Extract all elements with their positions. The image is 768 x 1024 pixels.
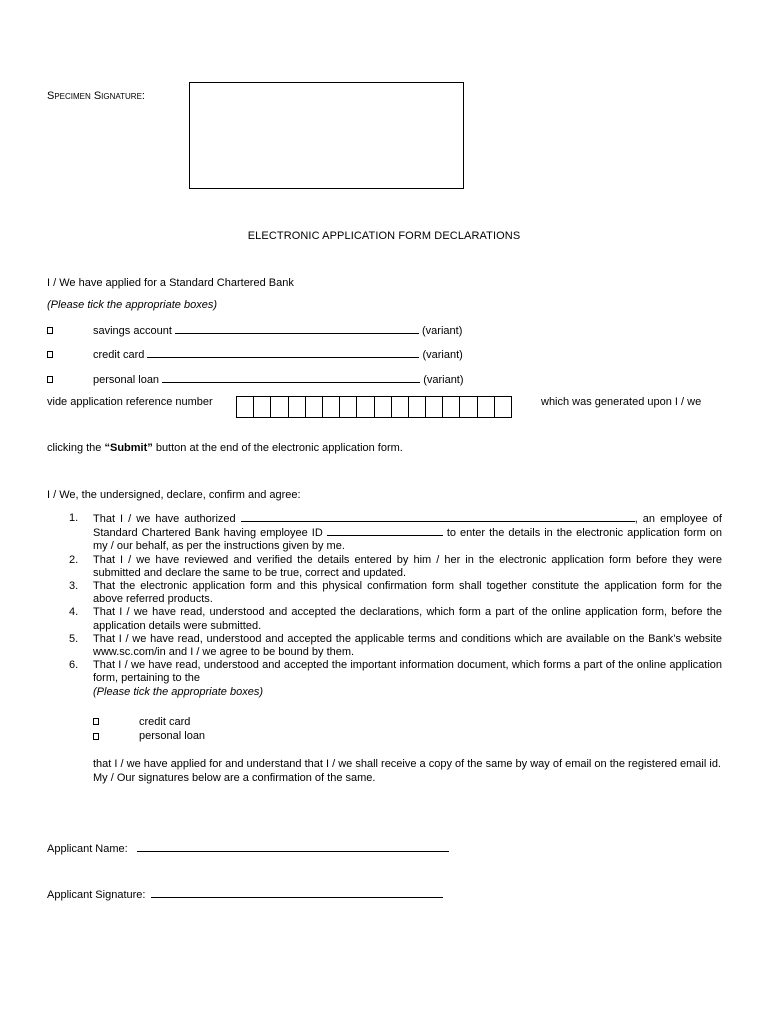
reference-digit-box[interactable]	[253, 396, 271, 418]
page-title: ELECTRONIC APPLICATION FORM DECLARATIONS	[247, 230, 521, 242]
sub-personal-loan-checkbox[interactable]	[93, 733, 99, 740]
reference-digit-box[interactable]	[459, 396, 477, 418]
credit-card-variant-line[interactable]	[147, 348, 419, 358]
credit-card-label: credit card	[93, 349, 145, 361]
specimen-signature-label: Specimen Signature:	[47, 90, 145, 102]
applicant-signature-line[interactable]	[151, 888, 443, 898]
applicant-name-line[interactable]	[137, 842, 449, 852]
applied-intro: I / We have applied for a Standard Chartered Bank	[47, 277, 294, 289]
declaration-number: 4.	[69, 606, 79, 619]
personal-loan-label: personal loan	[93, 374, 160, 386]
declaration-number: 5.	[69, 632, 79, 645]
submit-line	[47, 442, 403, 454]
reference-prefix: vide application reference number	[47, 396, 213, 408]
submit-keyword: “Submit”	[104, 442, 153, 454]
declaration-text: That I / we have read, understood and accepted the declarations, which form a part of the online application form, before the application details were submitted.	[93, 606, 722, 632]
personal-loan-row	[93, 373, 464, 386]
declare-intro: I / We, the undersigned, declare, confirm and agree:	[47, 489, 301, 501]
employee-id-line[interactable]	[327, 526, 443, 536]
reference-digit-box[interactable]	[288, 396, 306, 418]
applicant-signature-row	[47, 888, 443, 901]
authorized-employee-line[interactable]	[241, 512, 635, 522]
reference-digit-box[interactable]	[494, 396, 512, 418]
savings-account-variant-line[interactable]	[175, 324, 419, 334]
sub-credit-card-checkbox[interactable]	[93, 718, 99, 725]
sub-credit-card-label: credit card	[139, 716, 191, 728]
declaration-text: , an employee of Standard Chartered Bank having employee ID	[93, 513, 722, 540]
declaration-item	[47, 554, 722, 580]
declaration-number: 3.	[69, 580, 79, 593]
reference-digit-box[interactable]	[374, 396, 392, 418]
reference-digit-box[interactable]	[322, 396, 340, 418]
savings-account-label: savings account	[93, 325, 172, 337]
declaration-number: 1.	[69, 512, 79, 524]
reference-digit-box[interactable]	[391, 396, 409, 418]
declaration-item	[47, 606, 722, 632]
declaration-number: 2.	[69, 553, 79, 566]
reference-digit-box[interactable]	[305, 396, 323, 418]
closing-statement: that I / we have applied for and understand that I / we shall receive a copy of the same by way of email on the registered email id. My / Our signatures below are a confirmation of the same.	[93, 758, 721, 784]
declaration-text: That I / we have read, understood and accepted the applicable terms and conditions which are available on the Bank’s website www.sc.com/in and I / we agree to be bound by them.	[93, 632, 722, 659]
declaration-text: That I / we have authorized	[93, 513, 241, 525]
declaration-text: That I / we have read, understood and accepted the important information document, which forms a part of the online application form, pertaining to the	[93, 659, 722, 685]
reference-suffix: which was generated upon I / we	[541, 396, 702, 408]
personal-loan-checkbox[interactable]	[47, 376, 53, 383]
reference-digit-box[interactable]	[408, 396, 426, 418]
declaration-number: 6.	[69, 659, 79, 672]
declaration-item	[47, 633, 722, 659]
tick-hint: (Please tick the appropriate boxes)	[47, 299, 217, 311]
reference-digit-box[interactable]	[425, 396, 443, 418]
reference-digit-box[interactable]	[236, 396, 254, 418]
declaration-text: That I / we have reviewed and verified the details entered by him / her in the electronic application form before they were submitted and declare the same to be true, correct and updated.	[93, 553, 722, 579]
sub-tick-hint: (Please tick the appropriate boxes)	[93, 685, 263, 698]
credit-card-checkbox[interactable]	[47, 351, 53, 358]
reference-digit-box[interactable]	[356, 396, 374, 418]
reference-digit-box[interactable]	[339, 396, 357, 418]
reference-digit-box[interactable]	[477, 396, 495, 418]
credit-card-row	[93, 348, 463, 361]
credit-card-variant: (variant)	[422, 349, 463, 361]
declaration-text: That the electronic application form and this physical confirmation form shall together constitute the application form for the above referred products.	[93, 580, 722, 606]
sub-personal-loan-label: personal loan	[139, 730, 206, 742]
applicant-signature-label: Applicant Signature:	[47, 889, 146, 901]
personal-loan-variant-line[interactable]	[162, 373, 420, 383]
personal-loan-variant: (variant)	[423, 374, 464, 386]
declaration-item	[47, 659, 722, 699]
savings-account-row	[93, 324, 462, 337]
declarations-list	[47, 512, 722, 699]
specimen-signature-box[interactable]	[189, 82, 464, 189]
applicant-name-label: Applicant Name:	[47, 843, 128, 855]
savings-account-variant: (variant)	[422, 325, 463, 337]
applicant-name-row	[47, 842, 449, 855]
declaration-item	[47, 580, 722, 606]
savings-account-checkbox[interactable]	[47, 327, 53, 334]
submit-line-pre: clicking the	[47, 442, 105, 454]
reference-number-boxes[interactable]	[236, 396, 512, 418]
declaration-item	[47, 512, 722, 554]
reference-digit-box[interactable]	[442, 396, 460, 418]
reference-digit-box[interactable]	[270, 396, 288, 418]
submit-line-post: button at the end of the electronic application form.	[152, 442, 403, 454]
declaration-text: to enter the details in the electronic application form on my / our behalf, as per the instructions given by me.	[93, 527, 723, 553]
